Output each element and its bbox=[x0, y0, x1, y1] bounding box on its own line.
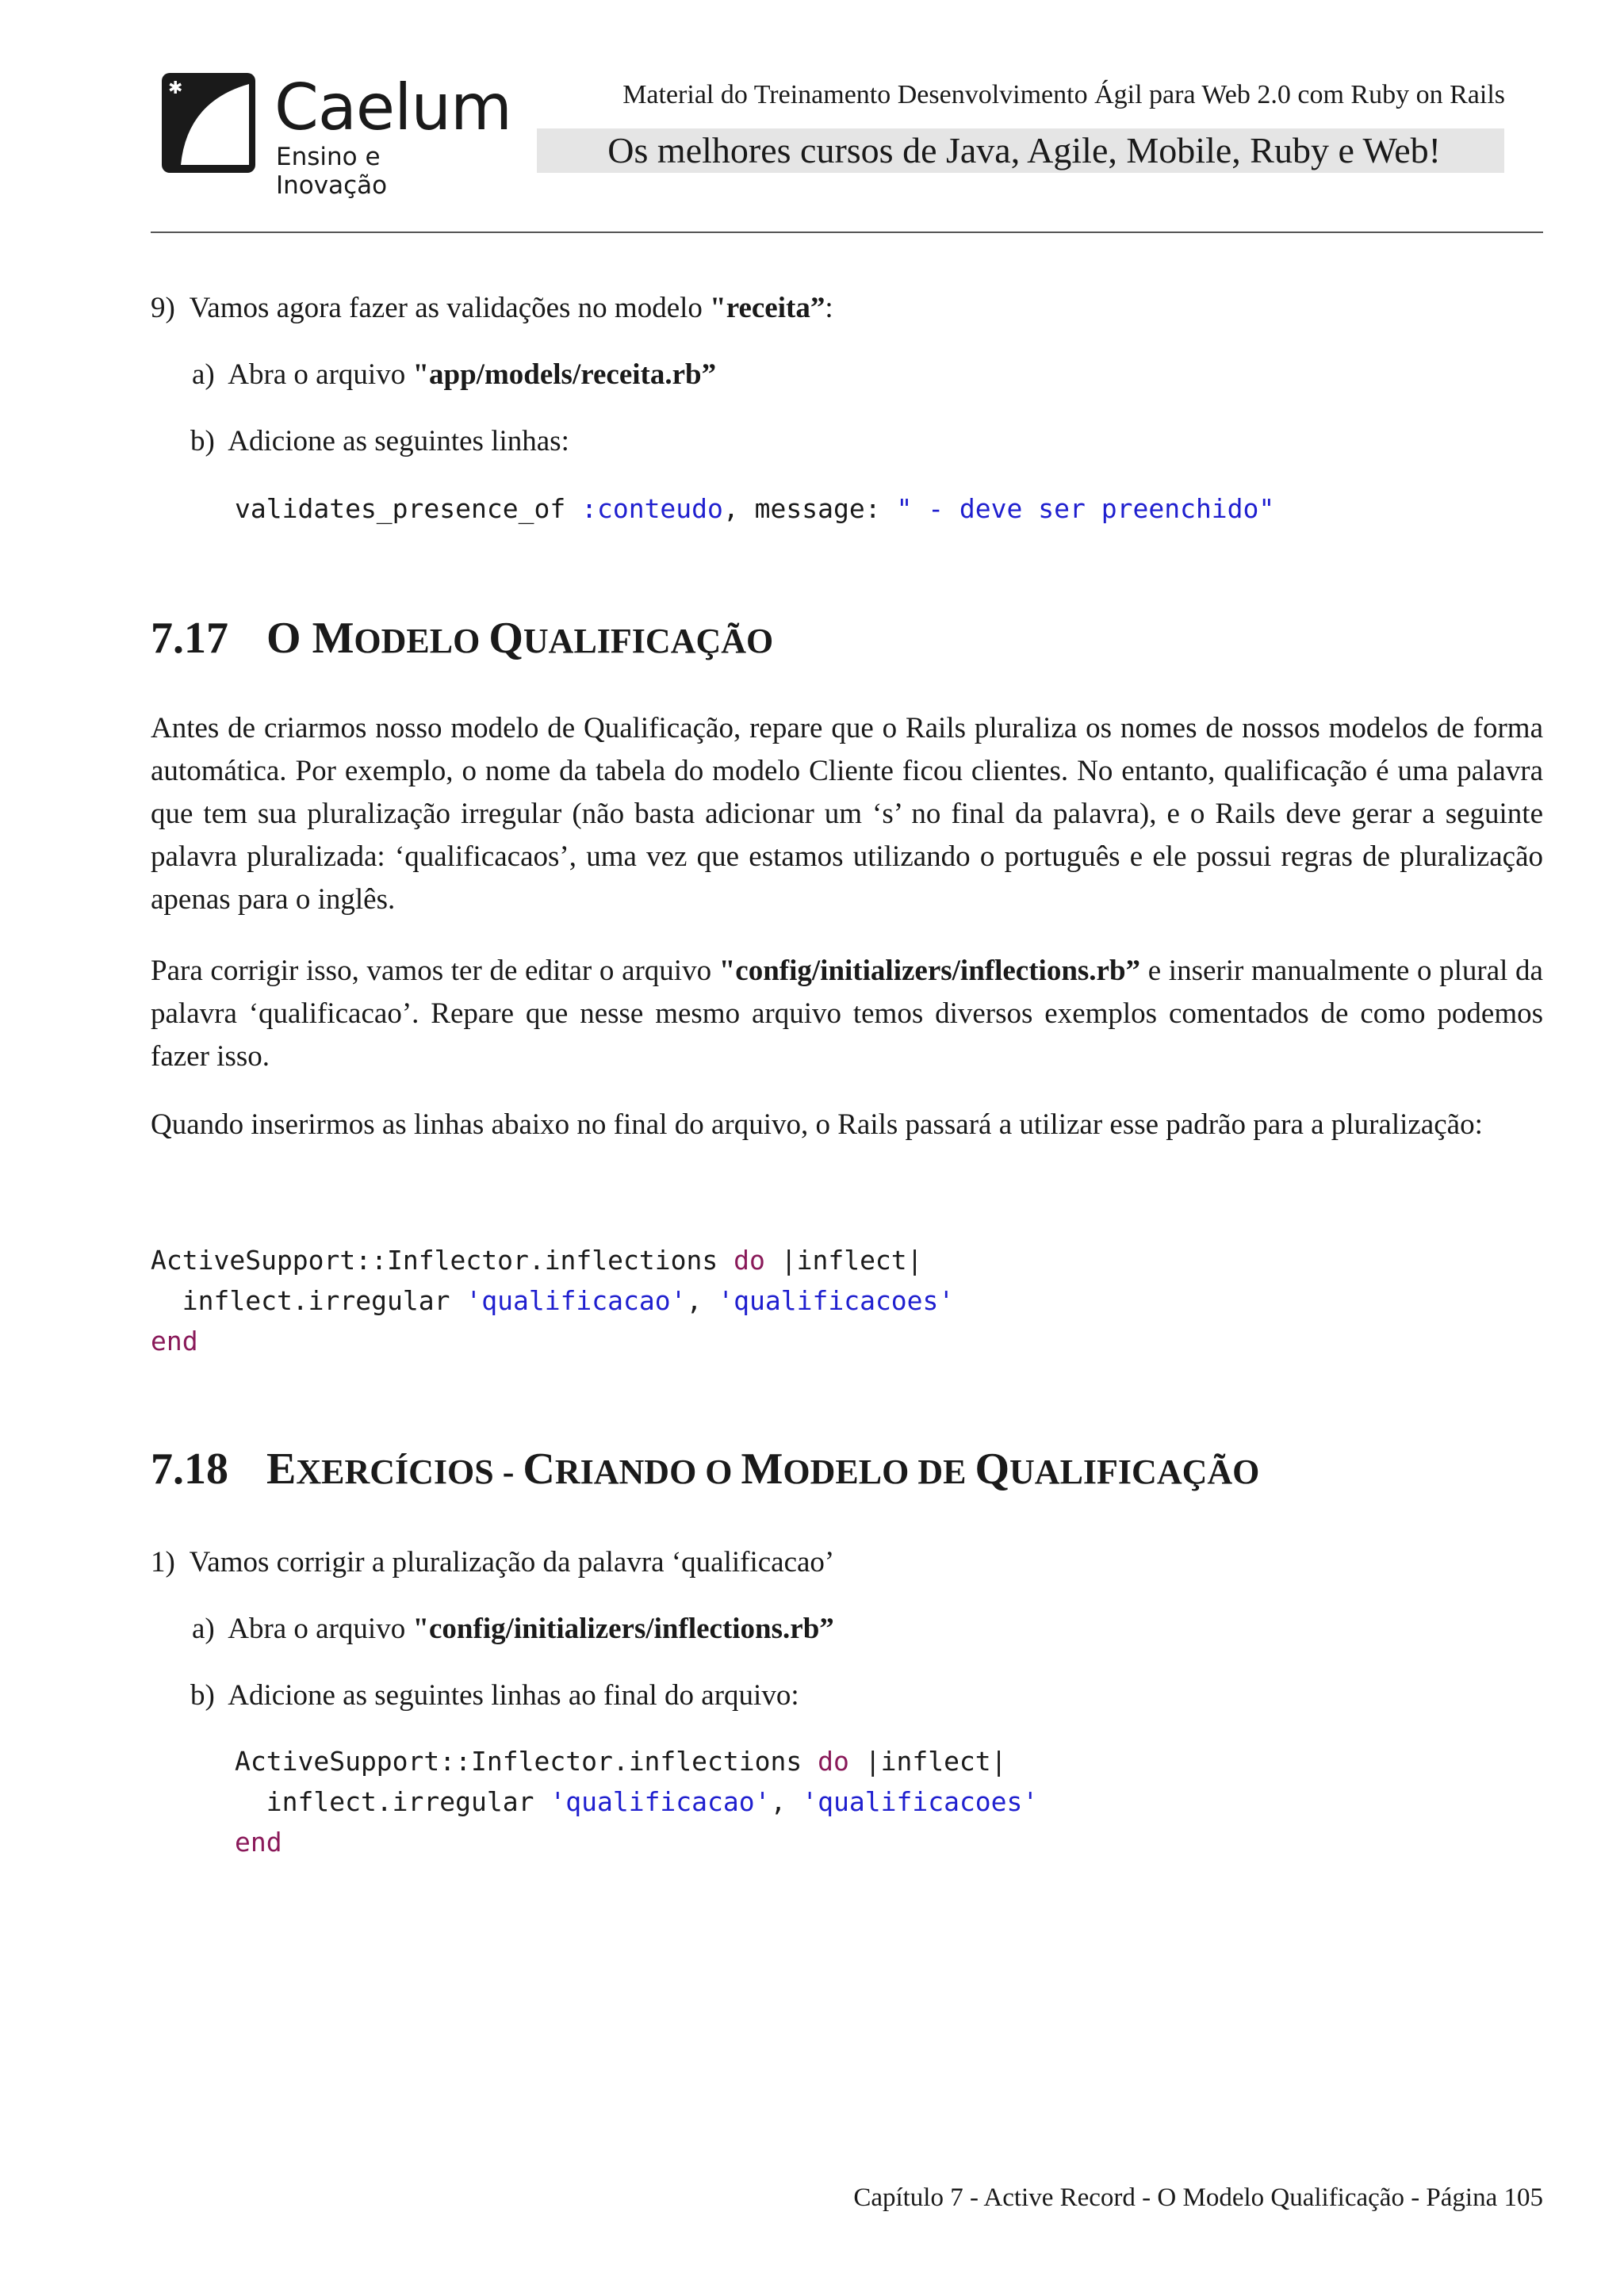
caelum-logo-icon bbox=[157, 70, 259, 176]
code-block: validates_presence_of :conteudo, message: " - deve ser preenchido" bbox=[235, 493, 1275, 524]
paragraph: Antes de criarmos nosso modelo de Qualificação, repare que o Rails pluraliza os nomes de nossos modelos de forma automática. Por exemplo, o nome da tabela do modelo Cliente ficou clientes. No entanto, qualificação é uma palavra que tem sua pluralização irregular (não basta adicionar um ‘s’ no final da palavra), e o Rails deve gerar a seguinte palavra pluralizada: ‘qualificacaos’, uma vez que estamos utilizando o português e ele possui regras de pluralização apenas para o inglês. bbox=[151, 712, 1543, 916]
section-heading: 7.17 O MODELO QUALIFICAÇÃO bbox=[151, 614, 774, 663]
sub-list-item: b) Adicione as seguintes linhas ao final do arquivo: bbox=[190, 1679, 799, 1712]
logo-wordmark: Caelum bbox=[274, 71, 511, 144]
page-footer: Capítulo 7 - Active Record - O Modelo Qualificação - Página 105 bbox=[853, 2183, 1543, 2212]
list-item: 9) Vamos agora fazer as validações no modelo "receita”: bbox=[151, 292, 833, 324]
list-item: 1) Vamos corrigir a pluralização da palavra ‘qualificacao’ bbox=[151, 1546, 835, 1578]
header-banner bbox=[537, 128, 1504, 173]
section-heading: 7.18 EXERCÍCIOS - CRIANDO O MODELO DE QUALIFICAÇÃO bbox=[151, 1445, 1260, 1494]
svg-text:✱: ✱ bbox=[168, 78, 183, 98]
list-marker: b) bbox=[190, 1679, 215, 1712]
sub-list-item: a) Abra o arquivo "config/initializers/inflections.rb” bbox=[192, 1613, 834, 1645]
logo-tagline: Ensino e Inovação bbox=[276, 143, 388, 200]
list-marker: 1) bbox=[151, 1546, 175, 1578]
header-course-title: Material do Treinamento Desenvolvimento Ágil para Web 2.0 com Ruby on Rails bbox=[622, 80, 1505, 109]
header-divider bbox=[151, 232, 1543, 233]
header-slogan: Os melhores cursos de Java, Agile, Mobile, Ruby e Web! bbox=[607, 130, 1441, 170]
list-marker: b) bbox=[190, 425, 215, 457]
list-marker: a) bbox=[192, 1613, 215, 1645]
list-marker: a) bbox=[192, 358, 215, 391]
sub-list-item: a) Abra o arquivo "app/models/receita.rb” bbox=[192, 358, 717, 391]
paragraph: Quando inserirmos as linhas abaixo no final do arquivo, o Rails passará a utilizar esse padrão para a pluralização: bbox=[151, 1108, 1483, 1141]
sub-list-item: b) Adicione as seguintes linhas: bbox=[190, 425, 569, 457]
list-marker: 9) bbox=[151, 292, 175, 324]
code-block: ActiveSupport::Inflector.inflections do |inflect| inflect.irregular 'qualificacao', 'qualificacoes' end bbox=[151, 1245, 955, 1357]
code-block: ActiveSupport::Inflector.inflections do |inflect| inflect.irregular 'qualificacao', 'qualificacoes' end bbox=[235, 1746, 1039, 1858]
paragraph: Para corrigir isso, vamos ter de editar o arquivo "config/initializers/inflections.rb” e inserir manualmente o plural da palavra ‘qualificacao’. Repare que nesse mesmo arquivo temos diversos exemplos comentados de como podemos fazer isso. bbox=[151, 955, 1543, 1073]
caelum-logo bbox=[157, 70, 511, 200]
